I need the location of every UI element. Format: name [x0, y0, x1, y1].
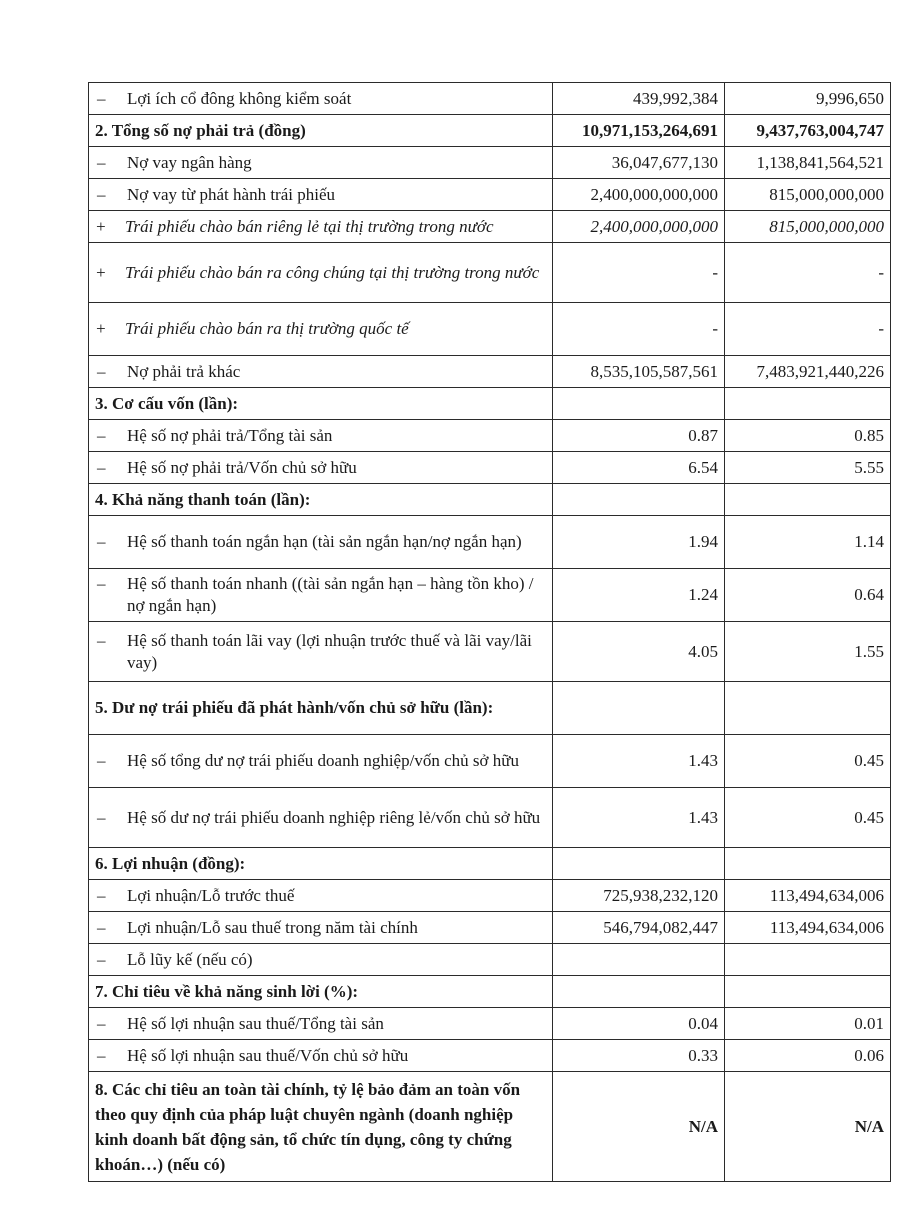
value-cell-current-year: [553, 976, 725, 1008]
dash-marker: –: [97, 361, 106, 381]
value-cell-current-year: -: [553, 243, 725, 303]
section-header-row: [89, 682, 891, 735]
row-label-text: Lợi ích cổ đông không kiểm soát: [127, 88, 352, 108]
row-label-text: 4. Khả năng thanh toán (lần):: [95, 489, 311, 509]
plus-marker: +: [95, 262, 107, 282]
dash-marker: –: [97, 1045, 106, 1065]
row-label-text: 5. Dư nợ trái phiếu đã phát hành/vốn chủ sở hữu (lần):: [95, 698, 494, 717]
row-label-text: Trái phiếu chào bán ra công chúng tại thị trường trong nước: [125, 262, 540, 282]
row-label-cell: [89, 452, 553, 484]
row-label-text: Nợ vay từ phát hành trái phiếu: [127, 184, 335, 204]
row-label-cell: [89, 848, 553, 880]
table-row: [89, 880, 891, 912]
row-label-text: Hệ số nợ phải trả/Tổng tài sản: [127, 425, 333, 445]
row-label-cell: [89, 944, 553, 976]
value-cell-prior-year: 0.85: [725, 420, 891, 452]
dash-marker: –: [97, 184, 106, 204]
row-label-text: Hệ số dư nợ trái phiếu doanh nghiệp riêng lẻ/vốn chủ sở hữu: [127, 807, 541, 827]
value-cell-prior-year: 113,494,634,006: [725, 880, 891, 912]
value-cell-prior-year: 5.55: [725, 452, 891, 484]
value-cell-prior-year: 1,138,841,564,521: [725, 147, 891, 179]
plus-marker: +: [95, 319, 107, 338]
row-label-text: 8. Các chỉ tiêu an toàn tài chính, tỷ lệ bảo đảm an toàn vốn theo quy định của pháp luật chuyên ngành (doanh nghiệp kinh doanh bất động sản, tổ chức tín dụng, công ty chứng khoán…) (nếu có): [95, 1079, 521, 1174]
value-cell-prior-year: -: [725, 243, 891, 303]
row-label-text: Lợi nhuận/Lỗ sau thuế trong năm tài chính: [127, 917, 418, 937]
value-cell-prior-year: -: [725, 303, 891, 356]
row-label-cell: [89, 420, 553, 452]
value-cell-current-year: 6.54: [553, 452, 725, 484]
value-cell-prior-year: 0.01: [725, 1008, 891, 1040]
section-header-row: [89, 484, 891, 516]
row-label-cell: [89, 1040, 553, 1072]
value-cell-current-year: 36,047,677,130: [553, 147, 725, 179]
value-cell-prior-year: [725, 388, 891, 420]
value-cell-current-year: 1.43: [553, 788, 725, 848]
dash-marker: –: [97, 885, 106, 905]
row-label-text: 6. Lợi nhuận (đồng):: [95, 853, 246, 873]
row-label-text: Trái phiếu chào bán ra thị trường quốc tế: [125, 319, 409, 338]
row-label-text: Nợ vay ngân hàng: [127, 152, 252, 172]
section-header-row: [89, 115, 891, 147]
row-label-cell: [89, 1072, 553, 1182]
table-row: [89, 944, 891, 976]
row-label-text: Hệ số nợ phải trả/Vốn chủ sở hữu: [127, 457, 357, 477]
value-cell-current-year: 0.04: [553, 1008, 725, 1040]
value-cell-prior-year: [725, 484, 891, 516]
row-label-cell: [89, 976, 553, 1008]
row-label-cell: [89, 211, 553, 243]
row-label-text: Lợi nhuận/Lỗ trước thuế: [127, 885, 295, 905]
table-row: [89, 516, 891, 569]
row-label-cell: [89, 243, 553, 303]
value-cell-prior-year: 815,000,000,000: [725, 211, 891, 243]
row-label-cell: [89, 83, 553, 115]
value-cell-current-year: 0.33: [553, 1040, 725, 1072]
value-cell-current-year: [553, 388, 725, 420]
value-cell-prior-year: 815,000,000,000: [725, 179, 891, 211]
row-label-text: Nợ phải trả khác: [127, 361, 241, 381]
section-header-row: [89, 848, 891, 880]
row-label-cell: [89, 569, 553, 622]
table-row: [89, 1008, 891, 1040]
dash-marker: –: [97, 630, 106, 650]
table-row: [89, 420, 891, 452]
row-label-cell: [89, 147, 553, 179]
dash-marker: –: [97, 532, 106, 551]
value-cell-current-year: 725,938,232,120: [553, 880, 725, 912]
table-row: [89, 211, 891, 243]
value-cell-current-year: [553, 484, 725, 516]
row-label-cell: [89, 1008, 553, 1040]
row-label-text: Hệ số tổng dư nợ trái phiếu doanh nghiệp/vốn chủ sở hữu: [127, 751, 519, 770]
financial-indicators-table: [88, 82, 891, 1182]
table-body: [89, 83, 891, 1182]
value-cell-prior-year: [725, 944, 891, 976]
table-row: [89, 356, 891, 388]
dash-marker: –: [97, 807, 106, 827]
value-cell-current-year: 439,992,384: [553, 83, 725, 115]
table-row: [89, 243, 891, 303]
row-label-cell: [89, 388, 553, 420]
row-label-text: 2. Tổng số nợ phải trả (đồng): [95, 120, 306, 140]
dash-marker: –: [97, 574, 106, 593]
value-cell-prior-year: 0.45: [725, 735, 891, 788]
value-cell-prior-year: N/A: [725, 1072, 891, 1182]
table-row: [89, 569, 891, 622]
value-cell-current-year: 1.24: [553, 569, 725, 622]
row-label-text: 7. Chỉ tiêu về khả năng sinh lời (%):: [95, 981, 359, 1001]
value-cell-prior-year: 9,437,763,004,747: [725, 115, 891, 147]
row-label-text: 3. Cơ cấu vốn (lần):: [95, 393, 239, 413]
dash-marker: –: [97, 425, 106, 445]
value-cell-current-year: 2,400,000,000,000: [553, 211, 725, 243]
dash-marker: –: [97, 949, 106, 969]
row-label-text: Hệ số thanh toán lãi vay (lợi nhuận trước thuế và lãi vay/lãi vay): [127, 630, 532, 672]
row-label-cell: [89, 912, 553, 944]
value-cell-current-year: 2,400,000,000,000: [553, 179, 725, 211]
table-row: [89, 912, 891, 944]
row-label-text: Lỗ lũy kế (nếu có): [127, 949, 253, 969]
value-cell-current-year: [553, 682, 725, 735]
row-label-cell: [89, 303, 553, 356]
row-label-cell: [89, 516, 553, 569]
row-label-cell: [89, 788, 553, 848]
value-cell-prior-year: 1.14: [725, 516, 891, 569]
dash-marker: –: [97, 88, 106, 108]
row-label-text: Trái phiếu chào bán riêng lẻ tại thị trường trong nước: [125, 216, 494, 236]
value-cell-current-year: 0.87: [553, 420, 725, 452]
value-cell-current-year: [553, 848, 725, 880]
row-label-text: Hệ số thanh toán nhanh ((tài sản ngắn hạn – hàng tồn kho) / nợ ngắn hạn): [127, 574, 534, 615]
row-label-cell: [89, 880, 553, 912]
row-label-cell: [89, 484, 553, 516]
value-cell-current-year: 546,794,082,447: [553, 912, 725, 944]
row-label-cell: [89, 735, 553, 788]
table-row: [89, 179, 891, 211]
value-cell-prior-year: [725, 976, 891, 1008]
value-cell-prior-year: [725, 682, 891, 735]
table-row: [89, 303, 891, 356]
row-label-cell: [89, 179, 553, 211]
section-header-row: [89, 388, 891, 420]
table-row: [89, 147, 891, 179]
value-cell-current-year: 8,535,105,587,561: [553, 356, 725, 388]
row-label-cell: [89, 115, 553, 147]
row-label-cell: [89, 682, 553, 735]
dash-marker: –: [97, 917, 106, 937]
table-row: [89, 735, 891, 788]
table-row: [89, 1040, 891, 1072]
table-row: [89, 788, 891, 848]
table-row: [89, 452, 891, 484]
row-label-text: Hệ số thanh toán ngắn hạn (tài sản ngắn hạn/nợ ngắn hạn): [127, 532, 522, 551]
row-label-text: Hệ số lợi nhuận sau thuế/Vốn chủ sở hữu: [127, 1045, 409, 1065]
section-header-row: [89, 976, 891, 1008]
value-cell-current-year: 10,971,153,264,691: [553, 115, 725, 147]
value-cell-prior-year: 0.45: [725, 788, 891, 848]
value-cell-prior-year: 9,996,650: [725, 83, 891, 115]
value-cell-prior-year: 1.55: [725, 622, 891, 682]
dash-marker: –: [97, 457, 106, 477]
value-cell-current-year: 1.94: [553, 516, 725, 569]
row-label-text: Hệ số lợi nhuận sau thuế/Tổng tài sản: [127, 1013, 384, 1033]
value-cell-current-year: 4.05: [553, 622, 725, 682]
table-row: [89, 83, 891, 115]
value-cell-current-year: N/A: [553, 1072, 725, 1182]
value-cell-prior-year: 113,494,634,006: [725, 912, 891, 944]
plus-marker: +: [95, 216, 107, 236]
dash-marker: –: [97, 751, 106, 770]
dash-marker: –: [97, 152, 106, 172]
dash-marker: –: [97, 1013, 106, 1033]
section-header-row: [89, 1072, 891, 1182]
value-cell-prior-year: [725, 848, 891, 880]
value-cell-current-year: -: [553, 303, 725, 356]
value-cell-prior-year: 0.06: [725, 1040, 891, 1072]
value-cell-current-year: [553, 944, 725, 976]
row-label-cell: [89, 356, 553, 388]
value-cell-prior-year: 7,483,921,440,226: [725, 356, 891, 388]
value-cell-prior-year: 0.64: [725, 569, 891, 622]
row-label-cell: [89, 622, 553, 682]
value-cell-current-year: 1.43: [553, 735, 725, 788]
table-row: [89, 622, 891, 682]
